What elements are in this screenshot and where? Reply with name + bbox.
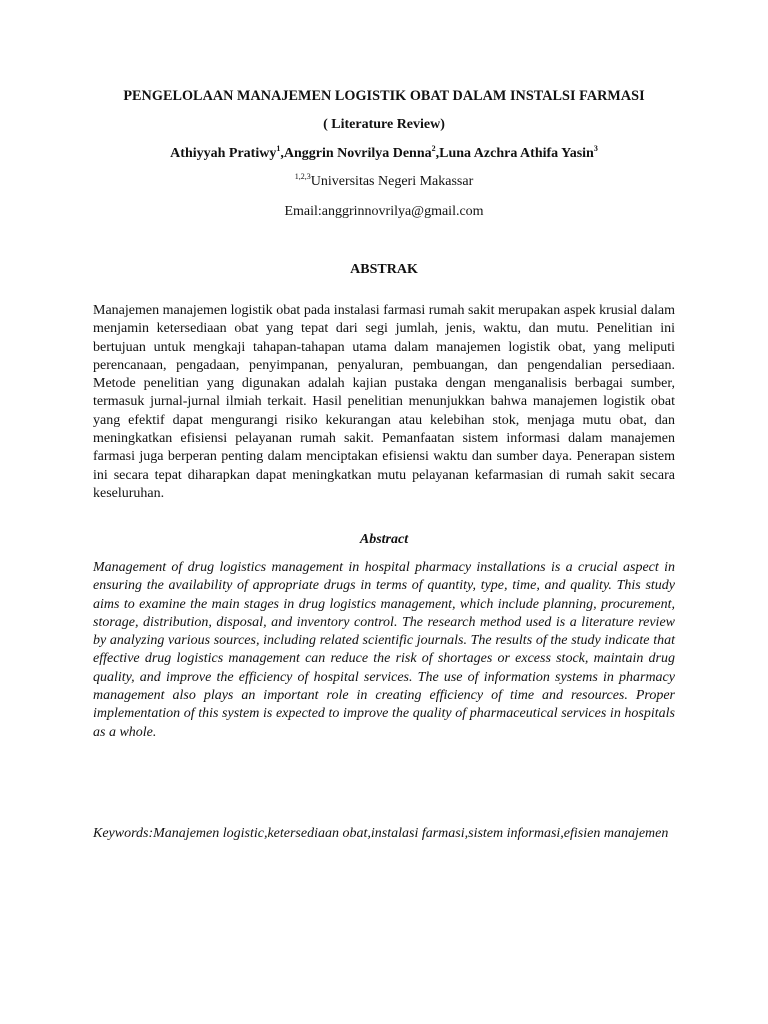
abstrak-body: Manajemen manajemen logistik obat pada instalasi farmasi rumah sakit merupakan aspek krusial dalam menjamin ketersediaan obat yang tepat dari segi jumlah, jenis, waktu, dan mutu. Penelitian ini bertujuan untuk mengkaji tahapan-tahapan utama dalam manajemen logistik obat, yang meliputi perencanaan, pengadaan, penyimpanan, penyaluran, pembuangan, dan pengendalian persediaan. Metode penelitian yang digunakan adalah kajian pustaka dengan menganalisis berbagai sumber, termasuk jurnal-jurnal ilmiah terkait. Hasil penelitian menunjukkan bahwa manajemen logistik obat yang efektif dapat mengurangi risiko kekurangan atau kelebihan stok, menjaga mutu obat, dan meningkatkan efisiensi pelayanan rumah sakit. Pemanfaatan sistem informasi dalam manajemen farmasi juga berperan penting dalam menciptakan efisiensi waktu dan sumber daya. Penerapan sistem ini secara tepat diharapkan dapat meningkatkan mutu pelayanan kefarmasian di rumah sakit secara keseluruhan. (93, 303, 675, 501)
abstract-heading: Abstract (359, 532, 409, 547)
author-name: Luna Azchra Athifa Yasin (439, 146, 594, 161)
author-separator: , (280, 146, 284, 161)
author-superscript: 2 (431, 144, 436, 153)
author-name: Athiyyah Pratiwy (170, 146, 277, 161)
author-superscript: 1 (276, 144, 281, 153)
paper-title: PENGELOLAAN MANAJEMEN LOGISTIK OBAT DALAM INSTALSI FARMASI (123, 88, 645, 104)
affiliation-name: Universitas Negeri Makassar (310, 174, 474, 189)
author-name: Anggrin Novrilya Denna (283, 146, 432, 161)
abstract-body: Management of drug logistics management in hospital pharmacy installations is a crucial aspect in ensuring the availability of appropriate drugs in terms of quantity, type, time, and quality. This study aims to examine the main stages in drug logistics management, which include planning, procurement, storage, distribution, disposal, and inventory control. The research method used is a literature review by analyzing various sources, including related scientific journals. The results of the study indicate that effective drug logistics management can reduce the risk of shortages or excess stock, maintain drug quality, and improve the efficiency of hospital services. The use of information systems in pharmacy management also plays an important role in creating efficiency of time and resources. Proper implementation of this system is expected to improve the quality of pharmaceutical services in hospitals as a whole. (93, 560, 675, 740)
author-separator: , (435, 146, 440, 161)
affiliation (93, 174, 675, 190)
author-superscript: 3 (593, 144, 598, 153)
contact-email: Email:anggrinnovrilya@gmail.com (284, 204, 484, 219)
affiliation-superscript: 1,2,3 (294, 172, 311, 181)
abstrak-heading: ABSTRAK (350, 262, 418, 277)
keywords: Keywords:Manajemen logistic,ketersediaan obat,instalasi farmasi,sistem informasi,efisien manajemen (93, 826, 669, 841)
author-list (93, 146, 675, 162)
paper-subtitle: ( Literature Review) (323, 117, 445, 132)
